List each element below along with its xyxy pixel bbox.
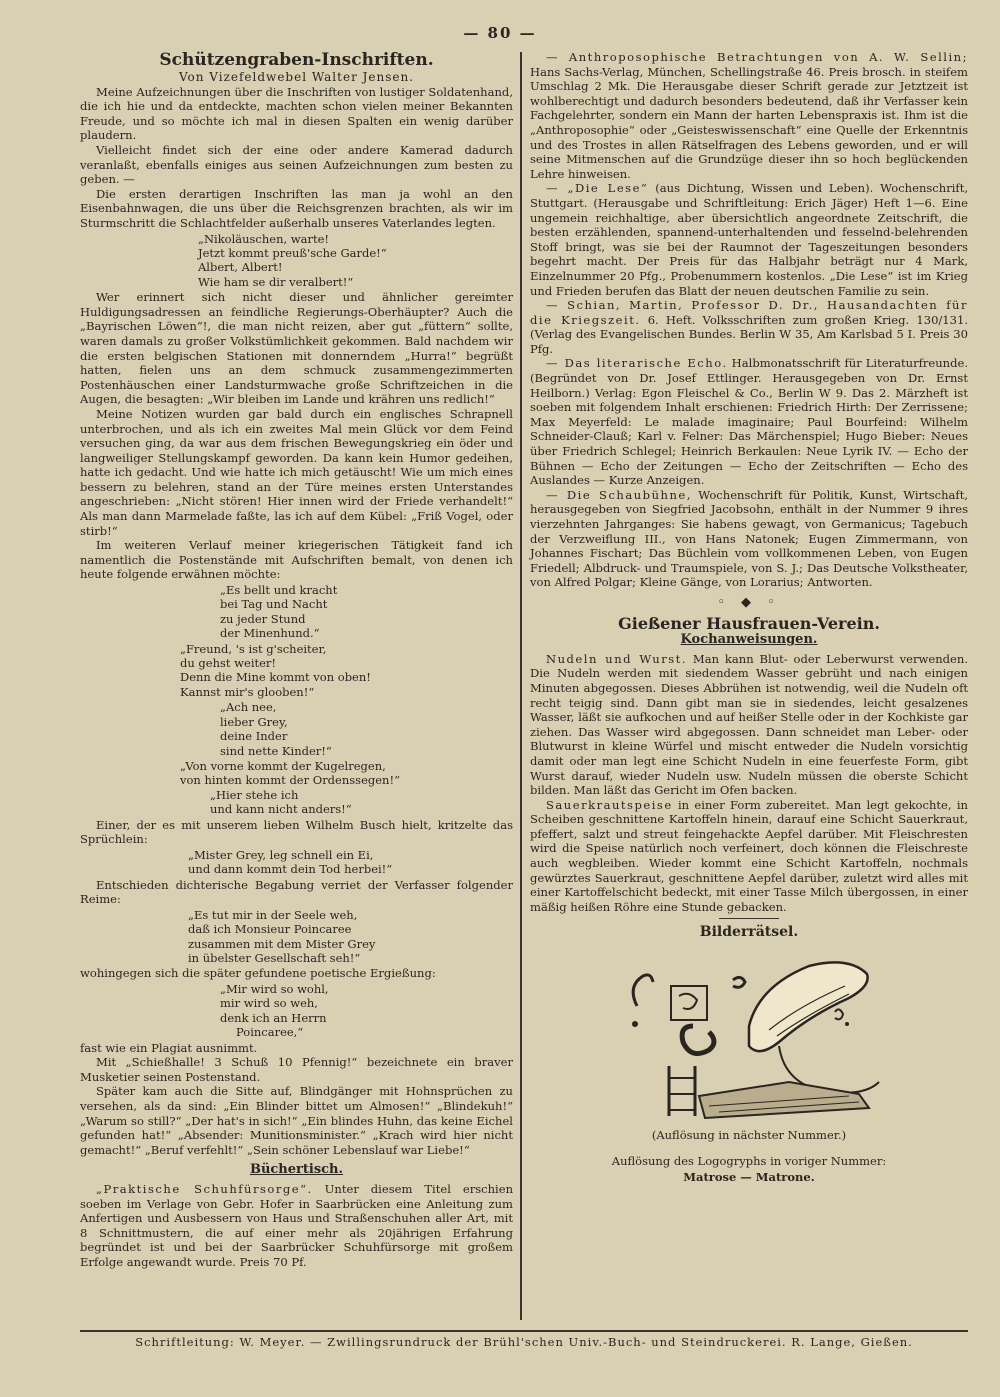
solution-heading: Auflösung des Logogryphs in voriger Nummer: [611,1153,887,1168]
paragraph [530,298,968,356]
section-subtitle-kochanweisungen: Kochanweisungen. [680,632,818,648]
solution-answer: Matrose — Matrone. [683,1169,815,1184]
picture-puzzle-image [609,946,889,1126]
verse-block [80,700,513,758]
verse-block [80,759,513,817]
verse-line: Jetzt kommt preuß'sche Garde!“ [198,245,387,260]
verse-line: „Es bellt und kracht [220,583,338,598]
verse-line: von hinten kommt der Ordenssegen!“ [180,773,400,788]
verse-block [80,848,513,877]
spaced-heading: Sauerkrautspeise [546,797,673,812]
verse-line: Denn die Mine kommt von oben! [180,670,371,685]
article-byline: Von Vizefeldwebel Walter Jensen. [178,70,415,84]
verse-line: Albert, Albert! [198,260,283,275]
section-title-bilderraetsel: Bilderrätsel. [699,924,799,941]
verse-line: zusammen mit dem Mister Grey [188,936,376,951]
verse-line: sind nette Kinder!“ [220,743,332,758]
section-title-hausfrauen: Gießener Hausfrauen-Verein. [618,613,880,633]
paragraph: Mit „Schießhalle! 3 Schuß 10 Pfennig!“ bezeichnete ein braver Musketier seinen Postenstand. [80,1055,513,1084]
paragraph-text: 6. Heft. Volksschriften zum großen Krieg. 130/131. (Verlag des Evangelischen Bundes. Berlin W 35, Am Karlsbad 5 I. Preis 30 Pfg. [530,312,969,356]
spaced-heading: — Anthroposophische Betrachtungen von A. W. Sellin; [546,50,968,64]
column-divider [520,52,522,1320]
logogryph-solution [530,1153,968,1185]
short-rule [719,918,779,919]
verse-line: „Hier stehe ich [210,787,299,802]
paragraph-text: Man kann Blut- oder Leberwurst verwenden. Die Nudeln werden mit siedendem Wasser gebrüht und nach einigen Minuten abgegossen. Dieses Abbrühen ist notwendig, weil die Nudeln oft recht teigig sind. Dann gibt man sie in siedendes, leicht gesalzenes Wasser, läßt sie aufkochen und auf heißer Stelle oder in der Kochkiste gar ziehen. Das Wasser wird abgegossen. Dann schneidet man Leber- oder Blutwurst in kleine Würfel und mischt entweder die Nudeln vorsichtig damit oder man legt eine Schicht Nudeln in eine feuerfeste Form, gibt Wurst darauf, wieder Nudeln usw. Nudeln müssen die oberste Schicht bilden. Man läßt das Gericht im Ofen backen. [530,651,968,798]
verse-block [80,583,513,641]
verse-line: der Minenhund.“ [220,626,320,641]
imprint-footer: Schriftleitung: W. Meyer. — Zwillingsrundruck der Brühl'schen Univ.-Buch- und Steindruckerei. R. Lange, Gießen. [80,1330,968,1349]
paragraph [530,181,968,298]
verse-line: „Es tut mir in der Seele weh, [188,907,358,922]
spaced-heading: Nudeln und Wurst. [546,651,687,666]
verse-line: deine Inder [220,729,288,744]
section-title-buechertisch: Büchertisch. [249,1162,344,1178]
paragraph: Entschieden dichterische Begabung verriet der Verfasser folgender Reime: [80,877,513,907]
paragraph-text: Wochenschrift für Politik, Kunst, Wirtschaft, herausgegeben von Siegfried Jacobsohn, enthält in der Nummer 9 ihres vierzehnten Jahrganges: Sie habens gewagt, von Germanicus; Tagebuch der Verzweiflung III., von Hans Natonek; Eugen Zimmermann, von Johannes Fischart; Das Büchlein vom vollkommenen Leben, von Eugen Friedell; Albdruck- und Traumspiele, von S. J.; Das Deutsche Volkstheater, von Alfred Polgar; Kleine Gänge, von Lorarius; Antworten. [530,487,969,590]
spaced-heading: „Praktische Schuhfürsorge“. [96,1181,313,1196]
page-number: — 80 — [463,24,537,42]
verse-line: „Nikoläuschen, warte! [198,231,330,246]
verse-line: „Mister Grey, leg schnell ein Ei, [188,847,374,862]
verse-line: „Mir wird so wohl, [220,981,329,996]
paragraph: wohingegen sich die später gefundene poetische Ergießung: [80,966,436,981]
verse-line: lieber Grey, [220,714,288,729]
paragraph [530,798,968,915]
paragraph-text: Halbmonatsschrift für Literaturfreunde. (Begründet von Dr. Josef Ettlinger. Herausgegeben von Dr. Ernst Heilborn.) Verlag: Egon Fleischel & Co., Berlin W 9. Das 2. Märzheft ist soeben mit folgendem Inhalt erschienen: Friedrich Hirth: Der Zerrissene; Max Meyerfeld: Le malade imaginaire; Paul Bourfeind: Wilhelm Schneider-Clauß; Karl v. Felner: Das Märchenspiel; Hugo Bieber: Neues über Friedrich Schlegel; Heinrich Berkaulen: Neue Lyrik IV. — Echo der Bühnen — Echo der Zeitungen — Echo der Zeitschriften — Echo des Auslandes — Kurze Anzeigen. [530,356,968,488]
right-column [530,50,968,1185]
paragraph-text: Unter diesem Titel erschien soeben im Verlage von Gebr. Hofer in Saarbrücken eine Anleitung zum Anfertigen und Ausbessern von Haus und Straßenschuhen aller Art, mit 8 Schnittmustern, die auf einer mehr als 20jährigen Erfahrung begründet ist und bei der Saarbrücker Schuhfürsorge mit großem Erfolge angewandt wurde. Preis 70 Pf. [80,1181,514,1269]
verse-block [80,908,513,966]
verse-line: „Von vorne kommt der Kugelregen, [180,758,386,773]
verse-line: zu jeder Stund [220,611,306,626]
paragraph-text: in einer Form zubereitet. Man legt gekochte, in Scheiben geschnittene Kartoffeln hinein, darauf eine Schicht Sauerkraut, pfeffert, salzt und streut feingehackte Aepfel darüber. Mit Fleischresten wird die Speise natürlich noch verfeinert, doch können die Fleischreste auch wegbleiben. Wieder kommt eine Schicht Kartoffeln, nochmals gewürztes Sauerkraut, geschnittene Aepfel darüber, zuletzt wird alles mit einer Kartoffelschicht bedeckt, mit einer Tasse Milch übergossen, in einer mäßig heißen Röhre eine Stunde gebacken. [530,797,968,914]
paragraph: Einer, der es mit unserem lieben Wilhelm Busch hielt, kritzelte das Sprüchlein: [80,817,513,847]
left-column [80,50,513,1269]
verse-line: du gehst weiter! [180,656,277,671]
spaced-heading: — Schian, Martin, Professor D. Dr., Hausandachten für die Kriegszeit. [530,298,968,327]
spaced-heading: — Das literarische Echo. [546,356,728,371]
spaced-heading: — Die Schaubühne, [546,487,692,502]
verse-line: denk ich an Herrn [220,1010,327,1025]
paragraph [530,356,968,487]
paragraph: Wer erinnert sich nicht dieser und ähnlicher gereimter Huldigungsadressen an feindliche Regierungs-Oberhäupter? Auch die „Bayrischen Löwen“!, die man nicht reizen, aber gut „füttern“ sollte, waren damals zu großer Volkstümlichkeit gekommen. Bald nachdem wir die ersten belgischen Stationen mit donnerndem „Hurra!“ begrüßt hatten, fielen uns an dem schmuck zusammengezimmerten Postenhäuschen einer Landsturmwache große Schriftzeichen in die Augen, die besagten: „Wir bleiben im Lande und krähren uns redlich!“ [80,290,513,407]
verse-line: „Freund, 's ist g'scheiter, [180,641,327,656]
paragraph: Später kam auch die Sitte auf, Blindgänger mit Hohnsprüchen zu versehen, als da sind: „Ein Blinder bittet um Almosen!“ „Blindekuh!“ „Warum so still?“ „Der hat's in sich!“ „Ein blindes Huhn, das keine Eichel gefunden hat!“ „Absender: Munitionsminister.“ „Krach wird hier nicht gemacht!“ „Beruf verfehlt!“ „Sein schöner Lebenslauf war Liebe!“ [80,1084,513,1157]
paragraph [530,50,968,181]
paragraph: Meine Aufzeichnungen über die Inschriften von lustiger Soldatenhand, die ich hie und da entdeckte, machten schon vielen meiner Bekannten Freude, und so möchte ich mal in diesen Spalten ein wenig darüber plaudern. [80,84,513,143]
paragraph-text: Hans Sachs-Verlag, München, Schellingstraße 46. Preis brosch. in steifem Umschlag 2 Mk. Die Herausgabe dieser Schrift gerade zur Jetztzeit ist wohlberechtigt und dadurch besonders bedeutend, daß ihr Verfasser kein Fachgelehrter, sondern ein Mann der harten Lebenspraxis ist. Ihm ist die „Anthroposophie“ oder „Geisteswissenschaft“ eine Quelle der Erkenntnis und des Trostes in allen Rätselfragen des Lebens geworden, und er will seine Mitmenschen auf die Grundzüge dieser ihn so hoch beglückenden Lehre hinweisen. [530,64,968,181]
paragraph [530,488,968,590]
verse-line: Wie ham se dir veralbert!“ [198,274,354,289]
paragraph [80,1182,513,1270]
ornament-divider: ◦ ◆ ◦ [717,594,781,610]
paragraph-text: (aus Dichtung, Wissen und Leben). Wochenschrift, Stuttgart. (Herausgabe und Schriftleitung: Erich Jäger) Heft 1—6. Eine ungemein reichhaltige, aber übersichtlich angeordnete Zeitschrift, die besten erzählenden, spannend-unterhaltenden und fesselnd-belehrenden Stoff bringt, was sie bei der Raumnot der Tageszeitungen besonders begehrt macht. Der Preis für das Halbjahr beträgt nur 4 Mark, Einzelnummer 20 Pfg., Probenummern kostenlos. „Die Lese“ ist im Krieg und Frieden berufen das Blatt der neuen deutschen Familie zu sein. [530,181,969,298]
paragraph: Meine Notizen wurden gar bald durch ein englisches Schrapnell unterbrochen, und als ich ein zweites Mal mein Glück vor dem Feind versuchen ging, da war aus dem frischen Bewegungskrieg ein öder und langweiliger Stellungskampf geworden. Da kann kein Humor gedeihen, hatte ich gedacht. Und wie hatte ich mich getäuscht! Wie um mich eines bessern zu belehren, stand an der Türe meines ersten Unterstandes angeschrieben: „Nicht stören! Hier innen wird der Friede verhandelt!“ Als man dann Marmelade faßte, las ich auf dem Kübel: „Friß Vogel, oder stirb!“ [80,406,513,538]
verse-line: Kannst mir's glooben!“ [180,684,315,699]
verse-block [80,982,513,1040]
puzzle-caption: (Auflösung in nächster Nummer.) [651,1128,847,1143]
verse-line: in übelster Gesellschaft seh!“ [188,950,361,965]
verse-line: und kann nicht anders!“ [210,802,352,817]
verse-line: Poincaree,“ [236,1025,304,1040]
paragraph [530,652,968,798]
verse-line: bei Tag und Nacht [220,597,328,612]
paragraph: Die ersten derartigen Inschriften las man ja wohl an den Eisenbahnwagen, die uns über die Reichsgrenzen brachten, als wir im Sturmschritt die Schlachtfelder außerhalb unseres Vaterlandes legten. [80,186,513,230]
spaced-heading: — „Die Lese“ [546,181,649,196]
paragraph: Im weiteren Verlauf meiner kriegerischen Tätigkeit fand ich namentlich die Postenstände mit Aufschriften bemalt, von denen ich heute folgende erwähnen möchte: [80,538,513,582]
verse-line: daß ich Monsieur Poincaree [188,922,352,937]
article-title: Schützengraben-Inschriften. [159,50,434,70]
paragraph: Vielleicht findet sich der eine oder andere Kamerad dadurch veranlaßt, ebenfalls einiges aus seinen Aufzeichnungen zum besten zu geben. — [80,142,513,187]
verse-line: mir wird so weh, [220,996,318,1011]
verse-line: „Ach nee, [220,700,277,715]
verse-line: und dann kommt dein Tod herbei!“ [188,862,393,877]
verse-block [80,232,513,290]
verse-block [80,642,513,700]
paragraph: fast wie ein Plagiat ausnimmt. [80,1040,258,1055]
